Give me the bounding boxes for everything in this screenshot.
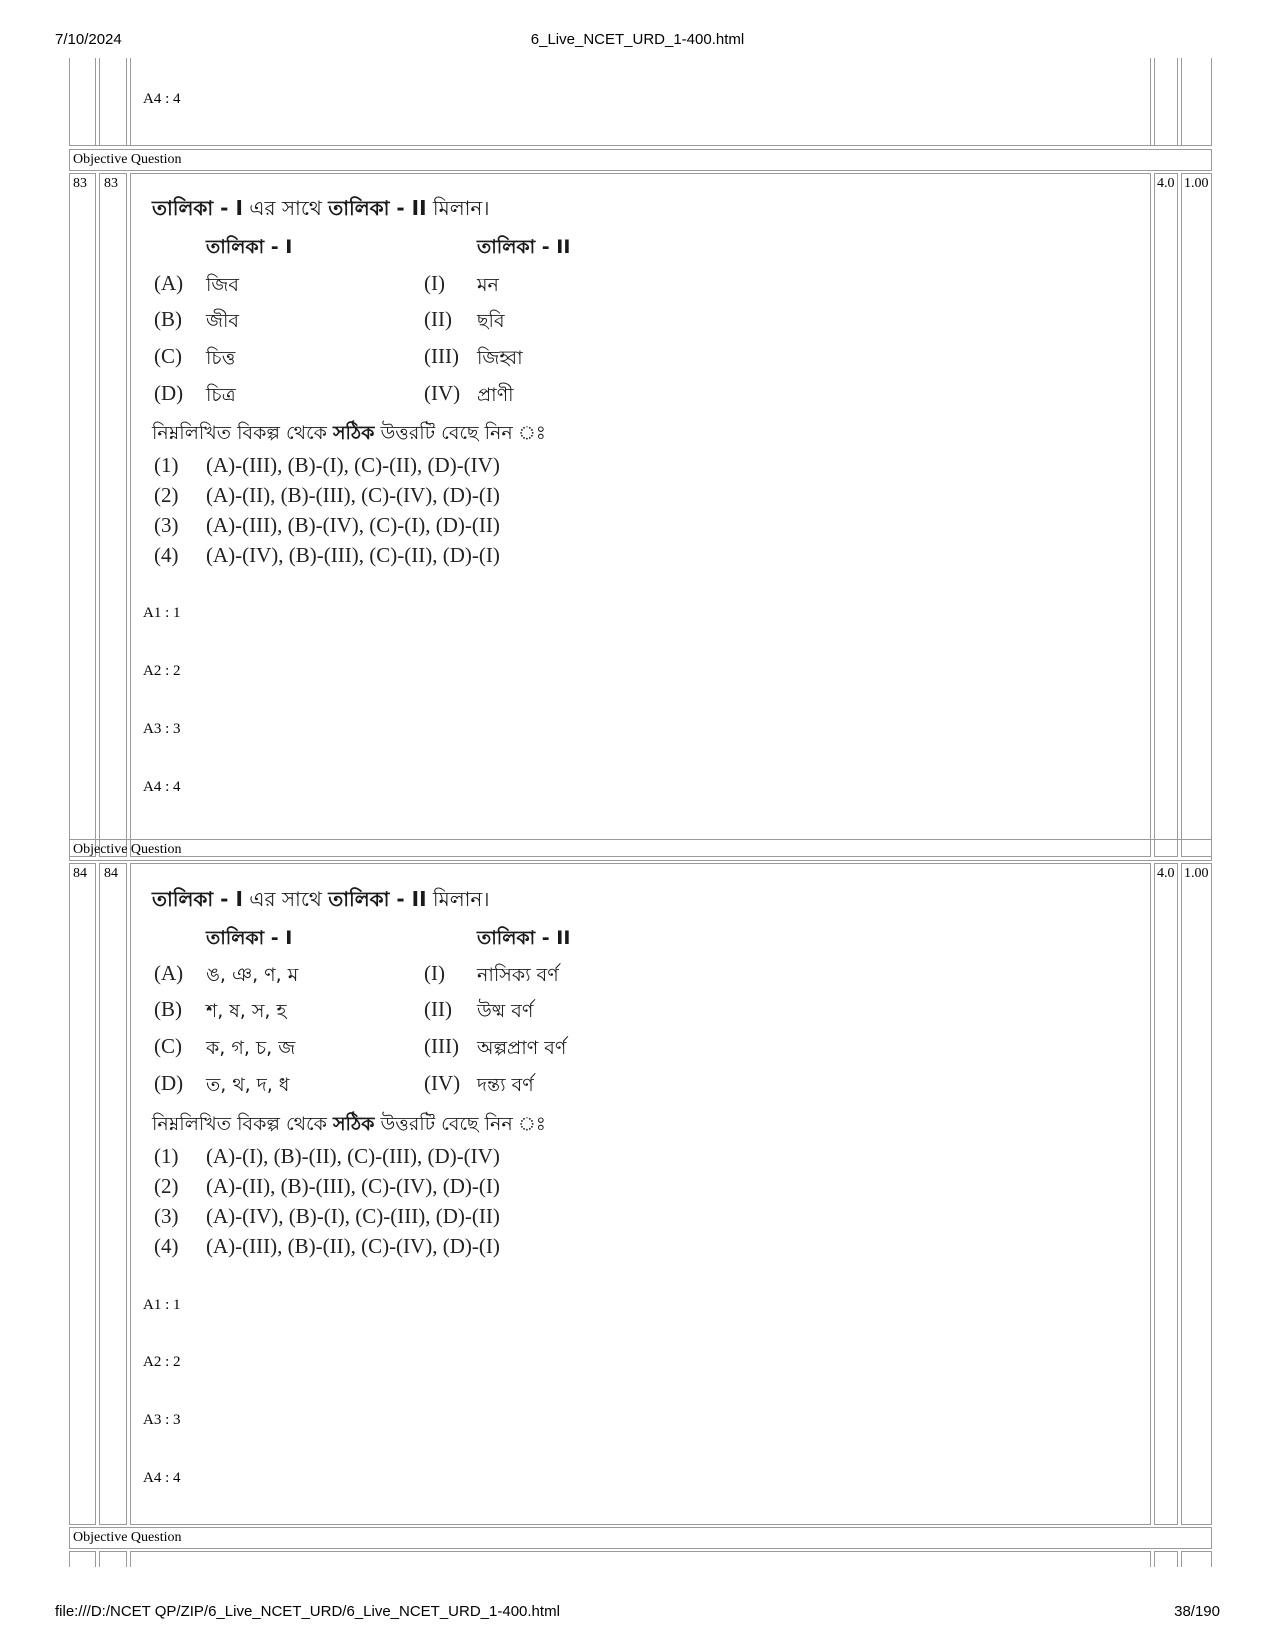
section-header-row xyxy=(69,149,1212,171)
row-label-ii: (II) xyxy=(424,307,452,331)
print-date: 7/10/2024 xyxy=(55,31,122,48)
section-header-row xyxy=(69,1527,1212,1549)
row-text-b: জীব xyxy=(206,310,240,332)
row-text-ii: উষ্ম বর্ণ xyxy=(477,1000,534,1022)
row-label-c: (C) xyxy=(154,1034,182,1058)
option-number-2: (2) xyxy=(154,1174,179,1198)
row-label-iii: (III) xyxy=(424,344,459,368)
row-text-iii: জিহ্বা xyxy=(477,347,523,369)
section-label: Objective Question xyxy=(73,842,182,857)
prev-answer-a4: A4 : 4 xyxy=(143,91,181,107)
row-label-a: (A) xyxy=(154,961,184,985)
row-text-a: জিব xyxy=(206,274,240,296)
row-label-a: (A) xyxy=(154,271,184,295)
question-instruction: তালিকা - I এর সাথে তালিকা - II মিলান। xyxy=(152,887,490,911)
answer-a4: A4 : 4 xyxy=(143,1470,181,1486)
row-text-ii: ছবি xyxy=(477,310,505,332)
row-text-d: চিত্র xyxy=(206,384,236,406)
option-number-1: (1) xyxy=(154,453,179,477)
list-2-heading: তালিকা - II xyxy=(477,236,571,258)
option-text-1: (A)-(I), (B)-(II), (C)-(III), (D)-(IV) xyxy=(206,1144,500,1168)
marks: 4.0 xyxy=(1157,866,1175,881)
negative-marks: 1.00 xyxy=(1184,176,1209,191)
sno-cell xyxy=(69,173,96,857)
option-number-1: (1) xyxy=(154,1144,179,1168)
row-text-b: শ, ষ, স, হ xyxy=(206,1000,287,1022)
choose-instruction: নিম্নলিখিত বিকল্প থেকে সঠিক উত্তরটি বেছে নিন ঃ xyxy=(152,422,546,444)
negative-cell xyxy=(1181,863,1212,1525)
row-text-c: চিত্ত xyxy=(206,347,236,369)
answer-a4: A4 : 4 xyxy=(143,779,181,795)
marks-cell xyxy=(1154,173,1178,857)
document-title: 6_Live_NCET_URD_1-400.html xyxy=(530,31,745,48)
option-text-1: (A)-(III), (B)-(I), (C)-(II), (D)-(IV) xyxy=(206,453,500,477)
section-label: Objective Question xyxy=(73,1530,182,1545)
sno-cell xyxy=(69,863,96,1525)
answer-a2: A2 : 2 xyxy=(143,1354,181,1370)
option-text-2: (A)-(II), (B)-(III), (C)-(IV), (D)-(I) xyxy=(206,483,500,507)
option-text-3: (A)-(IV), (B)-(I), (C)-(III), (D)-(II) xyxy=(206,1204,500,1228)
question-number: 84 xyxy=(104,866,118,881)
section-header-row xyxy=(69,839,1212,861)
row-text-i: নাসিক্য বর্ণ xyxy=(477,964,559,986)
row-text-a: ঙ, ঞ, ণ, ম xyxy=(206,964,299,986)
row-label-d: (D) xyxy=(154,381,184,405)
option-text-4: (A)-(III), (B)-(II), (C)-(IV), (D)-(I) xyxy=(206,1234,500,1258)
qno-cell xyxy=(99,863,127,1525)
row-label-d: (D) xyxy=(154,1071,184,1095)
row-text-iv: দন্ত্য বর্ণ xyxy=(477,1074,534,1096)
option-text-2: (A)-(II), (B)-(III), (C)-(IV), (D)-(I) xyxy=(206,1174,500,1198)
row-label-iii: (III) xyxy=(424,1034,459,1058)
row-label-i: (I) xyxy=(424,961,445,985)
option-number-2: (2) xyxy=(154,483,179,507)
marks-cell xyxy=(1154,863,1178,1525)
option-text-4: (A)-(IV), (B)-(III), (C)-(II), (D)-(I) xyxy=(206,543,500,567)
row-text-iv: প্রাণী xyxy=(477,384,514,406)
choose-instruction: নিম্নলিখিত বিকল্প থেকে সঠিক উত্তরটি বেছে নিন ঃ xyxy=(152,1113,546,1135)
row-text-d: ত, থ, দ, ধ xyxy=(206,1074,290,1096)
answer-a1: A1 : 1 xyxy=(143,1297,181,1313)
list-2-heading: তালিকা - II xyxy=(477,927,571,949)
answer-a3: A3 : 3 xyxy=(143,1412,181,1428)
qno-cell xyxy=(99,173,127,857)
list-1-heading: তালিকা - I xyxy=(206,236,293,258)
row-label-iv: (IV) xyxy=(424,381,461,405)
answer-a2: A2 : 2 xyxy=(143,663,181,679)
option-number-3: (3) xyxy=(154,1204,179,1228)
option-number-3: (3) xyxy=(154,513,179,537)
page-number: 38/190 xyxy=(1174,1603,1220,1620)
row-label-i: (I) xyxy=(424,271,445,295)
serial-number: 83 xyxy=(73,176,87,191)
marks: 4.0 xyxy=(1157,176,1175,191)
option-number-4: (4) xyxy=(154,1234,179,1258)
negative-marks: 1.00 xyxy=(1184,866,1209,881)
row-text-c: ক, গ, চ, জ xyxy=(206,1037,296,1059)
row-label-iv: (IV) xyxy=(424,1071,461,1095)
row-text-iii: অল্পপ্রাণ বর্ণ xyxy=(477,1037,567,1059)
option-number-4: (4) xyxy=(154,543,179,567)
question-instruction: তালিকা - I এর সাথে তালিকা - II মিলান। xyxy=(152,196,490,220)
row-label-c: (C) xyxy=(154,344,182,368)
negative-cell xyxy=(1181,173,1212,857)
row-label-ii: (II) xyxy=(424,997,452,1021)
answer-a3: A3 : 3 xyxy=(143,721,181,737)
question-number: 83 xyxy=(104,176,118,191)
list-1-heading: তালিকা - I xyxy=(206,927,293,949)
option-text-3: (A)-(III), (B)-(IV), (C)-(I), (D)-(II) xyxy=(206,513,500,537)
serial-number: 84 xyxy=(73,866,87,881)
row-text-i: মন xyxy=(477,274,499,296)
row-label-b: (B) xyxy=(154,997,182,1021)
row-label-b: (B) xyxy=(154,307,182,331)
answer-a1: A1 : 1 xyxy=(143,605,181,621)
file-path: file:///D:/NCET QP/ZIP/6_Live_NCET_URD/6_Live_NCET_URD_1-400.html xyxy=(55,1603,560,1620)
section-label: Objective Question xyxy=(73,152,182,167)
